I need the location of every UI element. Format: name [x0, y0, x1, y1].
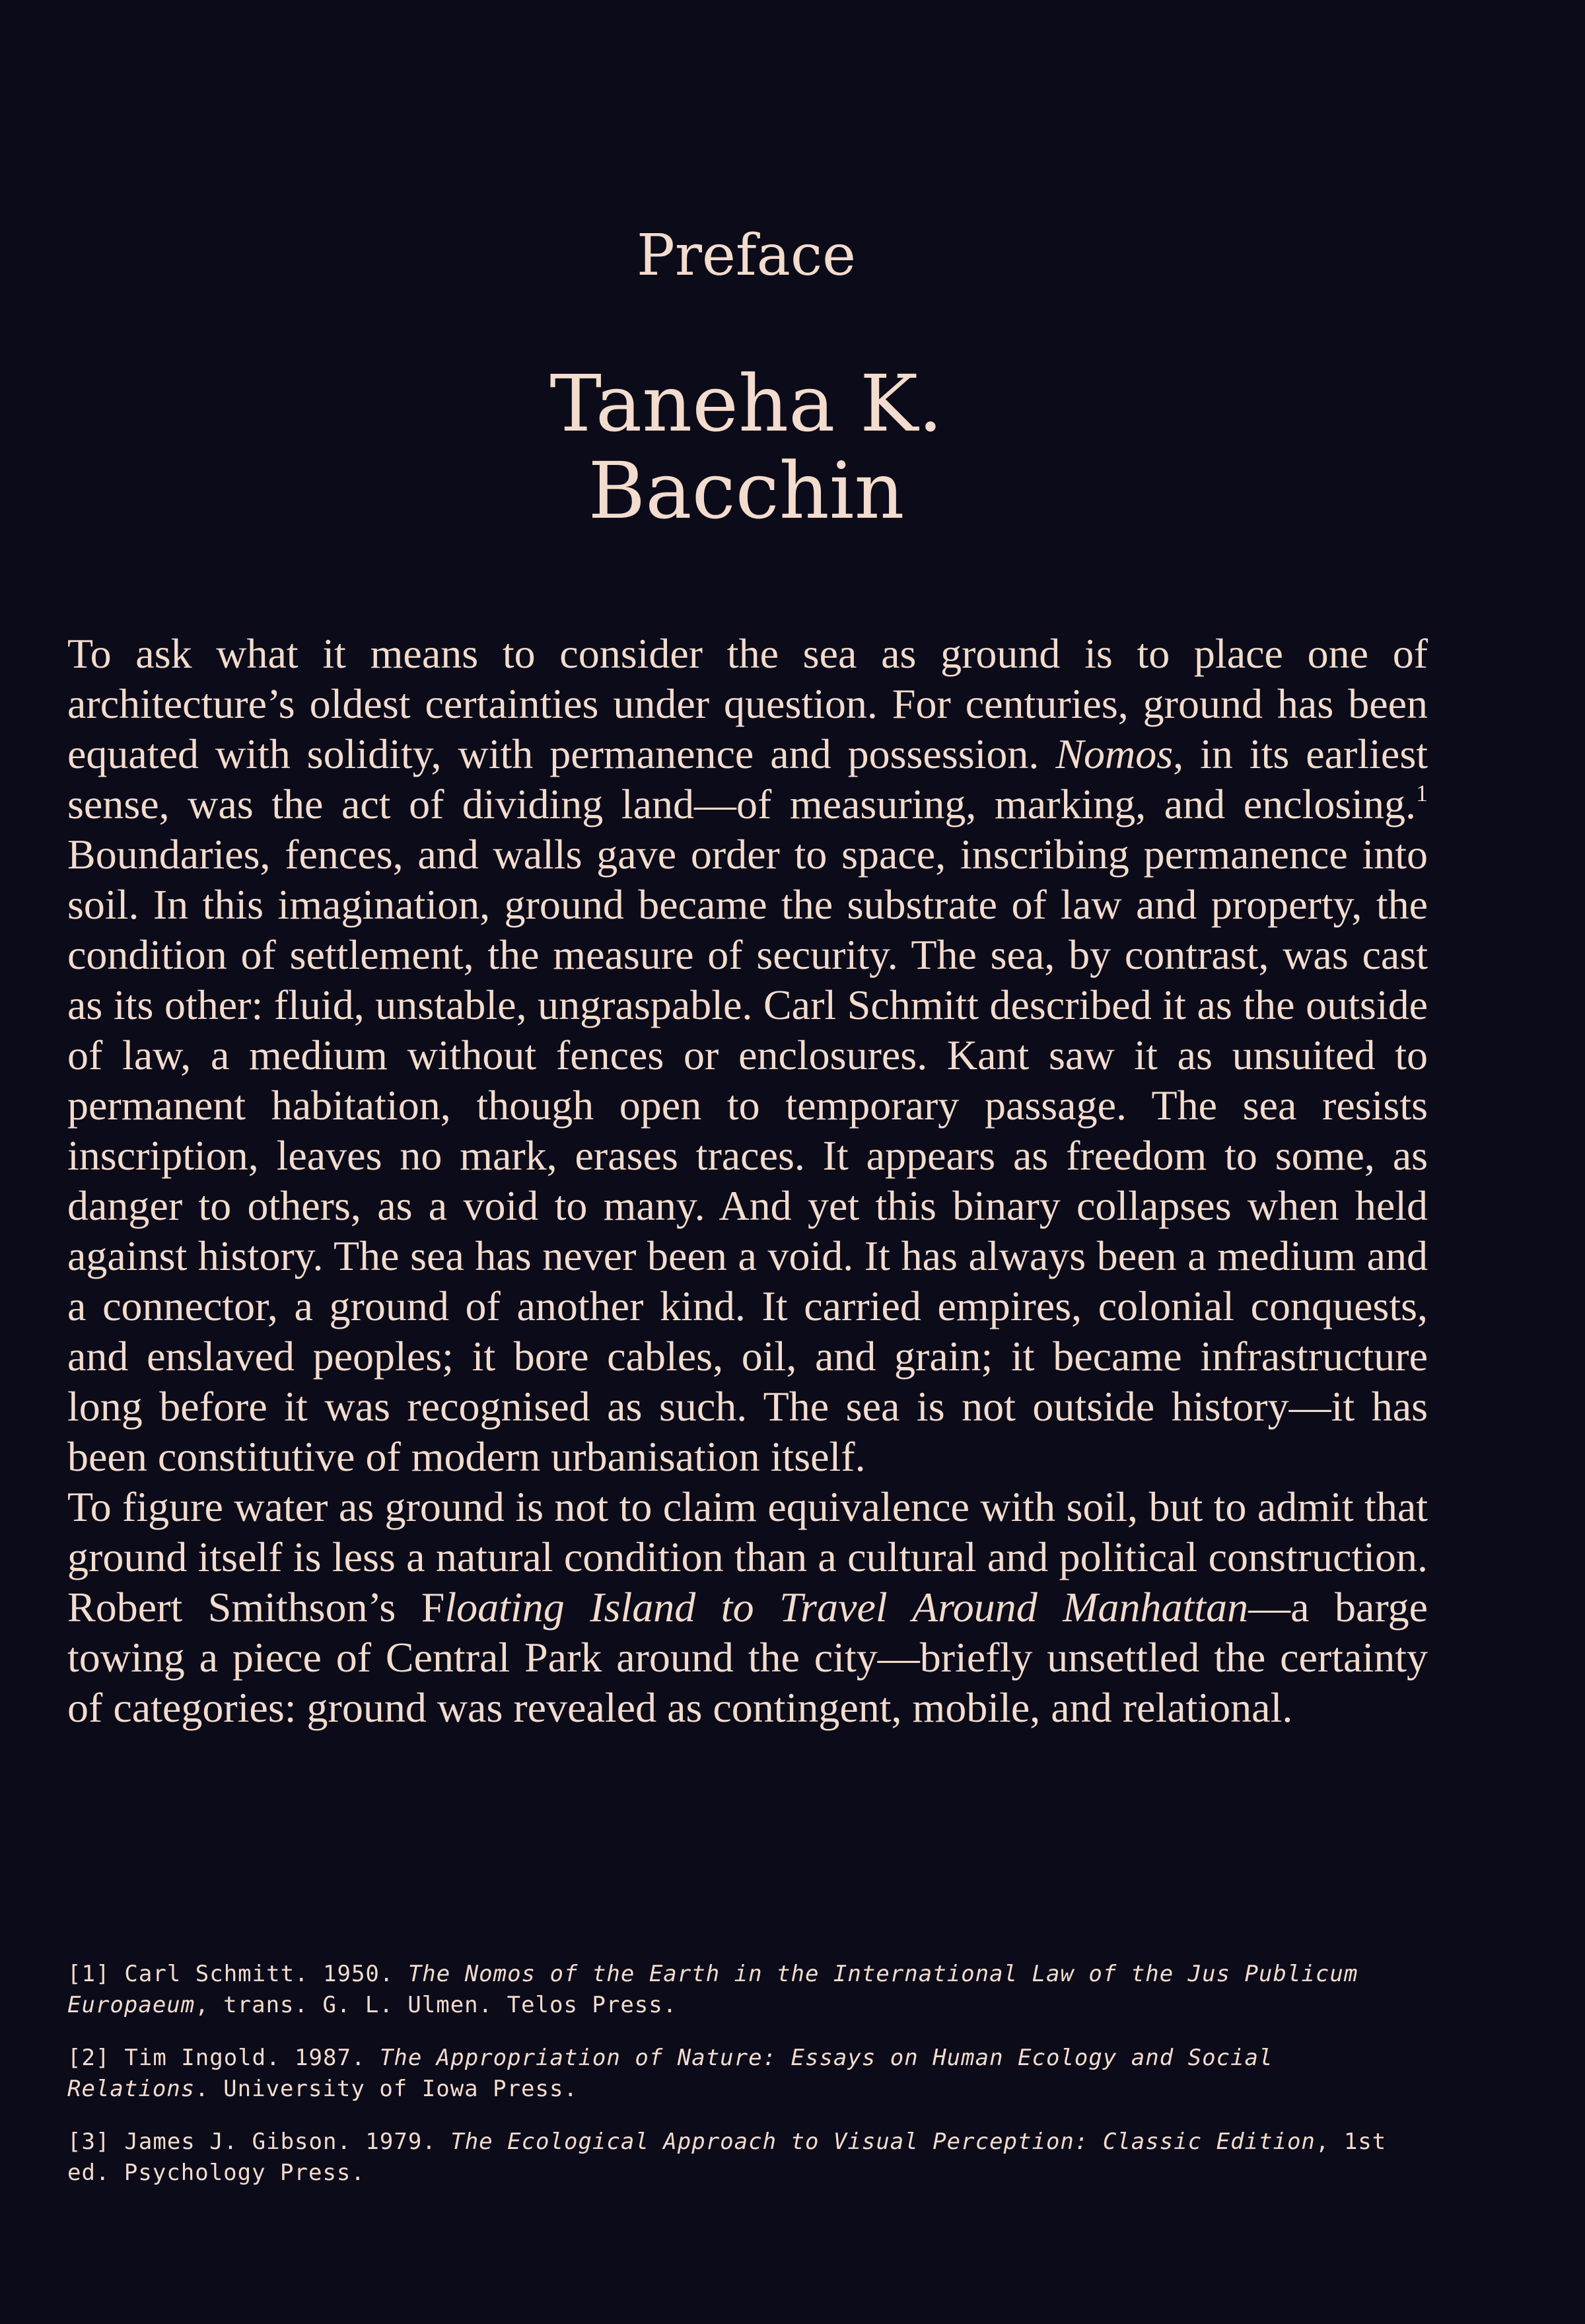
- footnotes: [67, 1959, 1408, 2210]
- paragraph-1-text-b: , in its earliest sense, was the act of dividing land—of measuring, marking, and enclosing.: [67, 730, 1428, 827]
- footnote-author: James J. Gibson. 1979.: [124, 2129, 451, 2155]
- footnote-author: Tim Ingold. 1987.: [124, 2045, 380, 2071]
- paragraph-2-text-b: —a barge towing a piece of Central Park around the city—briefly unsettled the certainty of categories: ground was revealed as contingent, mobile, and relational.: [67, 1584, 1428, 1731]
- footnote-title: The Nomos of the Earth in the International Law of the Jus Publicum Europaeum: [67, 1961, 1358, 2018]
- footnote-title: The Ecological Approach to Visual Perception: Classic Edition: [450, 2129, 1316, 2155]
- paragraph-2: [67, 1482, 1428, 1733]
- footnote-publisher: . University of Iowa Press.: [195, 2076, 578, 2102]
- footnote-author: Carl Schmitt. 1950.: [124, 1961, 408, 1987]
- footnote-number: [1]: [67, 1961, 110, 1987]
- footnote-title: The Appropriation of Nature: Essays on Human Ecology and Social Relations: [67, 2045, 1273, 2102]
- footnote-2: [67, 2043, 1408, 2105]
- paragraph-1-text-c: Boundaries, fences, and walls gave order to space, inscribing permanence into soil. In this imagination, ground became the substrate of law and property, the condition of settlement, the measure of security. The sea, by contrast, was cast as its other: fluid, unstable, ungraspable. Carl Schmitt described it as the outside of law, a medium without fences or enclosures. Kant saw it as unsuited to permanent habitation, though open to temporary passage. The sea resists inscription, leaves no mark, erases traces. It appears as freedom to some, as danger to others, as a void to many. And yet this binary collapses when held against history. The sea has never been a void. It has always been a medium and a connector, a ground of another kind. It carried empires, colonial conquests, and enslaved peoples; it bore cables, oil, and grain; it became infrastructure long before it was recognised as such. The sea is not outside history—it has been constitutive of modern urbanisation itself.: [67, 831, 1428, 1480]
- paragraph-2-text-a: To figure water as ground is not to claim equivalence with soil, but to admit that ground itself is less a natural condition than a cultural and political construction. Robert Smithson’s F: [67, 1483, 1428, 1631]
- body-text: [67, 629, 1428, 1733]
- footnote-publisher: , 1st ed. Psychology Press.: [67, 2129, 1387, 2186]
- nomos-term: Nomos: [1055, 730, 1174, 777]
- footnote-number: [3]: [67, 2129, 110, 2155]
- footnote-number: [2]: [67, 2045, 110, 2071]
- artwork-title: loating Island to Travel Around Manhattan: [444, 1584, 1249, 1631]
- author-name: [0, 360, 1493, 534]
- paragraph-1: [67, 629, 1428, 1482]
- paragraph-1-text-a: To ask what it means to consider the sea as ground is to place one of architecture’s oldest certainties under question. For centuries, ground has been equated with solidity, with permanence and possession.: [67, 630, 1428, 777]
- footnote-publisher: , trans. G. L. Ulmen. Telos Press.: [195, 1992, 678, 2018]
- author-name-line-2: Bacchin: [588, 445, 905, 536]
- footnote-reference-1[interactable]: 1: [1416, 780, 1428, 806]
- author-name-line-1: Taneha K.: [549, 358, 943, 449]
- footnote-1: [67, 1959, 1408, 2021]
- section-kicker: Preface: [636, 223, 857, 289]
- footnote-3: [67, 2127, 1408, 2189]
